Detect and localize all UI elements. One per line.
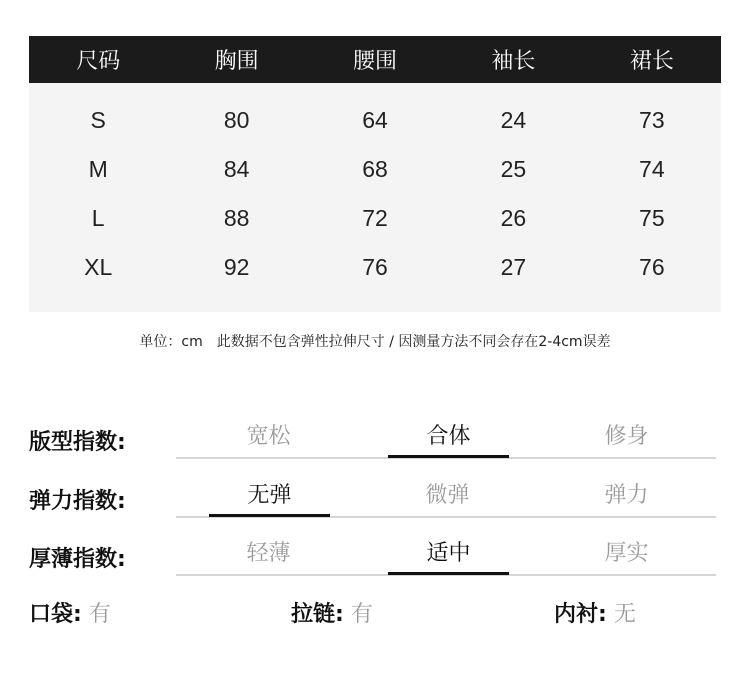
header-sleeve: 袖长 (491, 49, 536, 74)
table-row (29, 96, 721, 145)
size-table-body (29, 83, 721, 292)
fit-index-label: 版型指数: (29, 430, 126, 455)
feature-value: 有 (88, 602, 111, 627)
feature-zipper (291, 597, 373, 628)
table-cell: S (90, 107, 106, 133)
table-cell: 73 (639, 107, 665, 133)
selected-indicator (388, 572, 509, 575)
option-label: 微弹 (425, 483, 470, 508)
header-waist: 腰围 (353, 49, 398, 74)
feature-value: 有 (350, 602, 373, 627)
table-cell: 72 (362, 205, 388, 231)
feature-label: 内衬: (554, 602, 607, 627)
feature-label: 口袋: (29, 602, 82, 627)
size-table-header (29, 36, 721, 83)
elasticity-index-row (0, 478, 750, 518)
table-cell: XL (84, 254, 113, 280)
option-label: 轻薄 (246, 541, 291, 566)
table-cell: 84 (223, 156, 250, 182)
elasticity-option-slight (387, 478, 508, 509)
table-cell: 27 (500, 254, 527, 280)
table-cell: L (91, 205, 105, 231)
option-label: 弹力 (604, 483, 649, 508)
feature-list (0, 597, 750, 637)
table-cell: 76 (362, 254, 388, 280)
table-cell: 26 (500, 205, 527, 231)
measurement-note: 单位：cm 此数据不包含弹性拉伸尺寸 / 因测量方法不同会存在2-4cm误差 (139, 334, 611, 350)
elasticity-index-label: 弹力指数: (29, 489, 126, 514)
fit-option-loose (208, 419, 329, 450)
option-label: 适中 (426, 541, 471, 566)
selected-indicator (388, 455, 509, 458)
fit-option-slim (566, 419, 687, 450)
table-cell: 24 (500, 107, 527, 133)
feature-pocket (29, 597, 111, 628)
option-label: 修身 (604, 424, 649, 449)
thickness-option-thick (566, 536, 687, 567)
table-cell: 80 (223, 107, 250, 133)
selected-indicator (209, 514, 330, 517)
feature-label: 拉链: (291, 602, 344, 627)
table-cell: M (88, 156, 108, 182)
thickness-index-label: 厚薄指数: (29, 547, 126, 572)
table-cell: 76 (639, 254, 665, 280)
option-label: 厚实 (604, 541, 649, 566)
table-row (29, 243, 721, 292)
feature-lining (554, 597, 636, 628)
size-table (29, 36, 721, 312)
header-bust: 胸围 (214, 49, 259, 74)
table-cell: 64 (362, 107, 388, 133)
table-row (29, 145, 721, 194)
fit-option-regular (388, 419, 509, 450)
table-cell: 75 (639, 205, 665, 231)
feature-value: 无 (613, 602, 636, 627)
table-cell: 88 (223, 205, 250, 231)
table-cell: 92 (223, 254, 250, 280)
option-label: 无弹 (247, 483, 292, 508)
elasticity-option-none (209, 478, 330, 509)
thickness-option-thin (208, 536, 329, 567)
table-cell: 74 (639, 156, 665, 182)
header-skirt-length: 裙长 (629, 49, 674, 74)
option-label: 宽松 (246, 424, 291, 449)
option-label: 合体 (426, 424, 471, 449)
header-size: 尺码 (76, 49, 121, 74)
fit-index-row (0, 419, 750, 459)
thickness-index-row (0, 536, 750, 576)
thickness-option-medium (388, 536, 509, 567)
table-row (29, 194, 721, 243)
elasticity-option-stretch (566, 478, 687, 509)
table-cell: 68 (362, 156, 388, 182)
table-cell: 25 (500, 156, 527, 182)
